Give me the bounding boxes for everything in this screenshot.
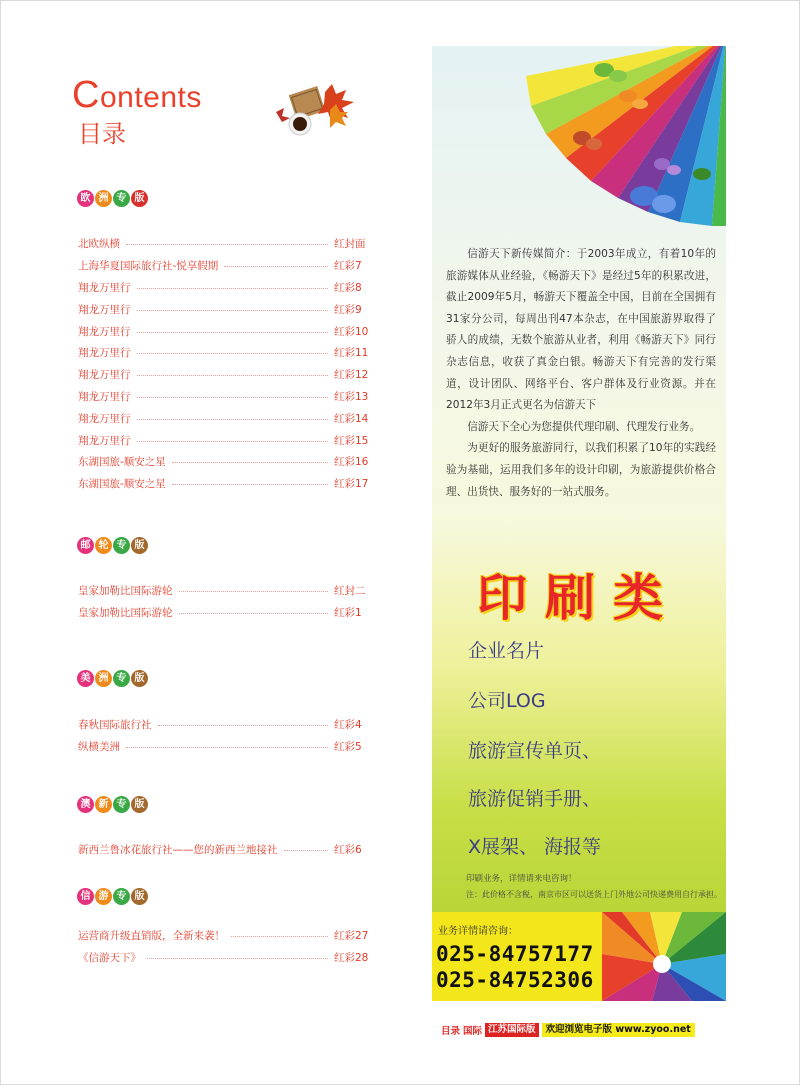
section-char: 信 [77,888,94,905]
dot-leader [137,441,329,442]
toc-entry-title: 运营商升级直销版，全新来袭！ [78,930,225,943]
dot-leader [179,591,329,592]
colored-pencils-image [602,912,726,1001]
toc-entry-title: 北欧纵横 [78,238,120,251]
dot-leader [172,462,328,463]
price-note: 注：此价格不含税，南京市区可以送货上门外地公司快递费用自行承担。 [466,890,722,899]
toc-entry-page: 红彩1 [334,607,362,620]
toc-entry-page: 红彩5 [334,741,362,754]
dot-leader [137,310,329,311]
section-char: 美 [77,670,94,687]
dot-leader [137,419,329,420]
service-item: 公司LOG [468,690,546,712]
section-heading-oceania [77,796,148,813]
printing-advertisement [432,46,726,1001]
service-item: 旅游促销手册、 [468,788,602,810]
toc-entry-title: 翔龙万里行 [78,303,131,316]
toc-entry-title: 翔龙万里行 [78,347,131,360]
toc-entry-title: 皇家加勒比国际游轮 [78,607,173,620]
toc-entry[interactable] [78,736,370,758]
toc-entry[interactable] [78,429,370,451]
dot-leader [172,484,328,485]
dot-leader [137,397,329,398]
toc-entry-page: 红彩12 [334,369,369,382]
section-char: 轮 [95,537,112,554]
dot-leader [231,936,328,937]
toc-entry[interactable] [78,839,370,861]
toc-entry-title: 翔龙万里行 [78,325,131,338]
toc-entry-title: 翔龙万里行 [78,369,131,382]
toc-entry-title: 纵横美洲 [78,741,120,754]
contact-label: 业务详情请咨询： [438,926,518,937]
toc-entry-page: 红彩6 [334,844,362,857]
toc-entry-page: 红彩16 [334,456,369,469]
dot-leader [137,288,329,289]
dot-leader [179,613,329,614]
phone-number: 025-84757177 [436,942,594,966]
footer-website-link[interactable]: 欢迎浏览电子版 www.zyoo.net [542,1023,695,1037]
toc-entry-title: 翔龙万里行 [78,390,131,403]
section-char: 专 [113,888,130,905]
toc-entry[interactable] [78,947,370,969]
toc-entry-title: 翔龙万里行 [78,434,131,447]
toc-entry[interactable] [78,925,370,947]
inquiry-note: 印刷业务，详情请来电咨询！ [466,874,577,884]
decorative-leaves-image [270,82,360,142]
toc-entry-title: 东湖国旅-顺安之星 [78,456,166,469]
toc-entry-page: 红彩27 [334,930,369,943]
toc-entry-page: 红彩9 [334,303,362,316]
section-char: 专 [113,796,130,813]
footer-bar [441,1023,695,1037]
toc-entry-page: 红彩14 [334,412,369,425]
phone-number: 025-84752306 [436,968,594,992]
toc-entry-page: 红彩7 [334,260,362,273]
toc-entry-page: 红彩10 [334,325,369,338]
toc-entry-title: 翔龙万里行 [78,281,131,294]
company-intro [446,244,716,503]
section-heading-americas [77,670,148,687]
toc-list-oceania [78,839,370,861]
section-char: 版 [131,796,148,813]
section-heading-cruise [77,537,148,554]
intro-paragraph: 信游天下新传媒简介：于2003年成立，有着10年的旅游媒体从业经验，《畅游天下》是经过5年的积累改进，截止2009年5月，畅游天下覆盖全中国，目前在全国拥有31家分公司，每周出刊47本杂志，在中国旅游界取得了骄人的成绩，无数个旅游从业者，利用《畅游天下》同行杂志信息，收获了真金白银。畅游天下有完善的发行渠道，设计团队、网络平台、客户群体及行业资源。并在2012年3月正式更名为信游天下 [446,248,716,412]
toc-entry-title: 上海华夏国际旅行社-悦享假期 [78,260,219,273]
service-item: X展架、 海报等 [468,836,602,858]
section-char: 澳 [77,796,94,813]
toc-entry-page: 红彩8 [334,281,362,294]
toc-entry[interactable] [78,277,370,299]
section-char: 版 [131,190,148,207]
toc-entry-page: 红彩17 [334,478,369,491]
toc-entry-page: 红彩13 [334,390,369,403]
contents-subtitle: 目录 [78,120,126,148]
section-char: 邮 [77,537,94,554]
toc-entry-title: 翔龙万里行 [78,412,131,425]
toc-entry[interactable] [78,255,370,277]
toc-entry[interactable] [78,342,370,364]
section-char: 专 [113,190,130,207]
toc-list-europe [78,233,370,495]
toc-entry[interactable] [78,473,370,495]
toc-entry-title: 东湖国旅-顺安之星 [78,478,166,491]
section-char: 游 [95,888,112,905]
dot-leader [137,375,329,376]
intro-paragraph: 为更好的服务旅游同行，以我们积累了10年的实践经验为基础，运用我们多年的设计印刷，为旅游提供价格合理、出货快、服务好的一站式服务。 [446,442,716,498]
toc-entry-page: 红封面 [334,238,366,251]
toc-entry-title: 春秋国际旅行社 [78,719,152,732]
toc-entry-title: 《信游天下》 [78,952,141,965]
contact-box [432,912,726,1001]
section-char: 版 [131,888,148,905]
section-char: 版 [131,537,148,554]
service-item: 旅游宣传单页、 [468,740,602,762]
toc-entry-page: 红彩11 [334,347,369,360]
dot-leader [284,850,329,851]
toc-entry[interactable] [78,298,370,320]
toc-entry-page: 红封二 [334,585,366,598]
toc-entry-page: 红彩15 [334,434,369,447]
intro-paragraph: 信游天下全心为您提供代理印刷、代理发行业务。 [467,420,701,433]
section-char: 版 [131,670,148,687]
section-heading-europe [77,190,148,207]
footer-edition-badge: 江苏国际版 [485,1023,539,1037]
section-char: 洲 [95,190,112,207]
toc-entry-page: 红彩28 [334,952,369,965]
toc-entry[interactable] [78,320,370,342]
toc-list-americas [78,714,370,758]
toc-entry-title: 皇家加勒比国际游轮 [78,585,173,598]
section-char: 新 [95,796,112,813]
footer-edition-label: 国际 [463,1026,483,1037]
color-fan-butterflies-image [432,46,726,226]
dot-leader [126,747,328,748]
toc-list-cruise [78,580,370,624]
service-item: 企业名片 [468,640,545,662]
toc-entry[interactable] [78,407,370,429]
toc-entry[interactable] [78,386,370,408]
section-char: 专 [113,537,130,554]
dot-leader [137,353,329,354]
toc-entry[interactable] [78,364,370,386]
section-char: 洲 [95,670,112,687]
dot-leader [126,244,328,245]
toc-entry[interactable] [78,233,370,255]
toc-list-xinyou [78,925,370,969]
dot-leader [158,725,329,726]
toc-entry[interactable] [78,580,370,602]
dot-leader [147,958,328,959]
contents-title: Contents [72,74,202,116]
toc-entry-title: 新西兰鲁冰花旅行社——您的新西兰地接社 [78,844,278,857]
dot-leader [224,266,328,267]
footer-section-label: 目录 [441,1026,461,1037]
toc-entry-page: 红彩4 [334,719,362,732]
section-heading-xinyou [77,888,148,905]
section-char: 欧 [77,190,94,207]
dot-leader [137,332,329,333]
toc-entry[interactable] [78,714,370,736]
toc-entry[interactable] [78,602,370,624]
toc-entry[interactable] [78,451,370,473]
printing-heading: 印刷类 [477,569,681,627]
section-char: 专 [113,670,130,687]
